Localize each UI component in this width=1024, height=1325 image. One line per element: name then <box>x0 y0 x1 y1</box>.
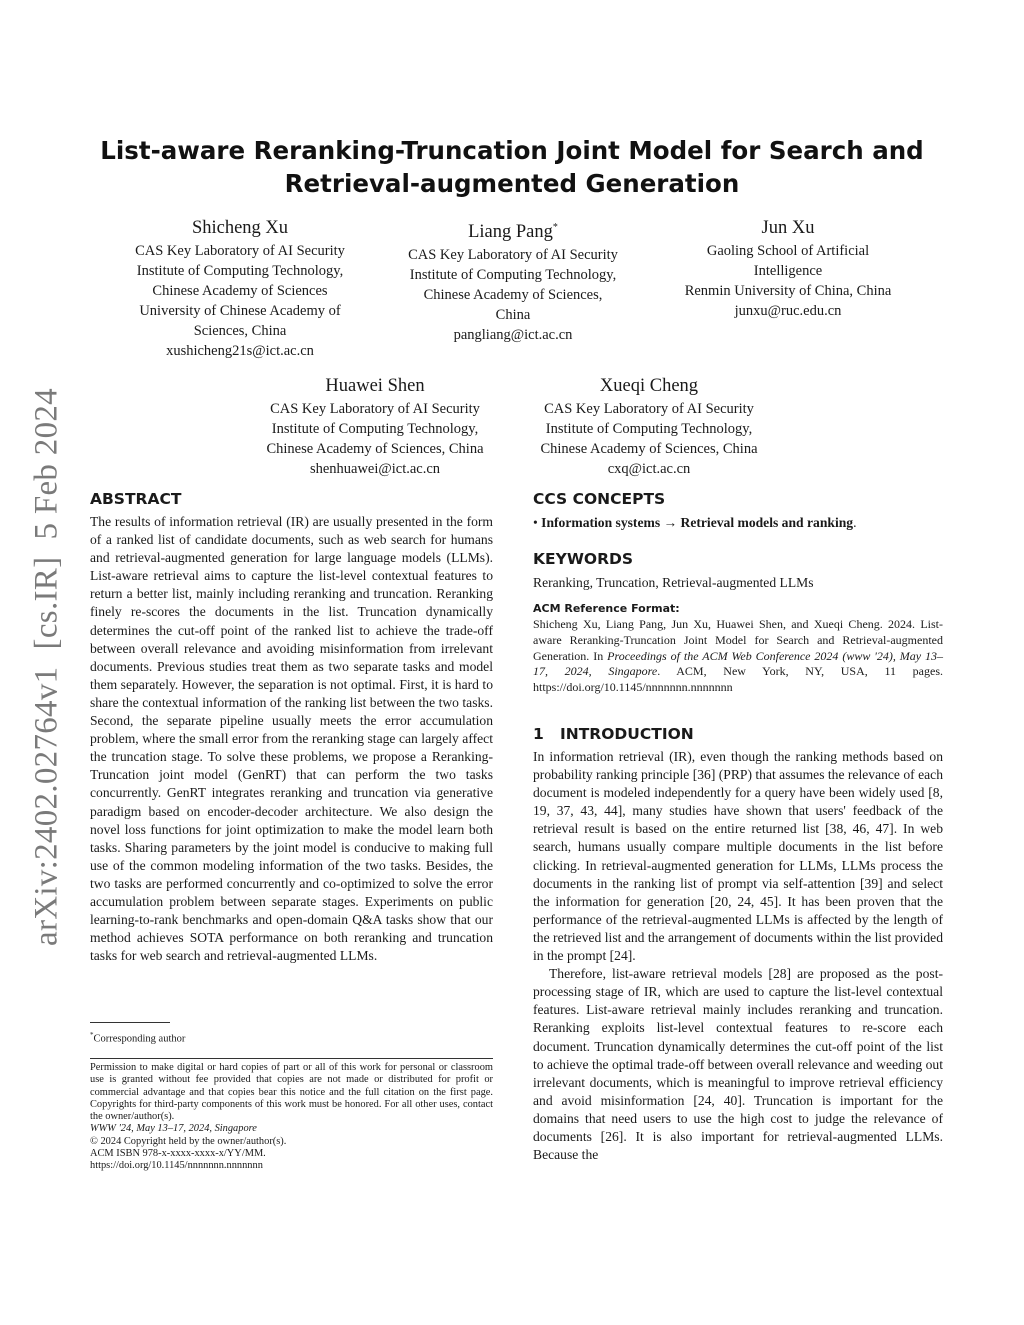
author-affiliation: China <box>495 307 531 324</box>
ccs-heading: CCS CONCEPTS <box>533 490 666 508</box>
author-affiliation: Chinese Academy of Sciences, China <box>540 441 758 457</box>
introduction-heading <box>533 724 694 744</box>
author-affiliation: University of Chinese Academy of <box>139 303 341 319</box>
author-name-text: Liang Pang <box>468 222 553 243</box>
author-affiliation: Gaoling School of Artificial <box>706 243 870 259</box>
author-affiliation: CAS Key Laboratory of AI Security <box>270 401 480 417</box>
ccs-concepts <box>533 514 943 532</box>
author-affiliation: CAS Key Laboratory of AI Security <box>135 243 345 259</box>
permission-divider <box>90 1058 493 1059</box>
author-email: junxu@ruc.edu.cn <box>734 303 842 319</box>
section-title: INTRODUCTION <box>560 725 694 743</box>
abstract-heading: ABSTRACT <box>90 490 182 508</box>
author-affiliation: Institute of Computing Technology, <box>136 263 344 279</box>
title-line-2: Retrieval-augmented Generation <box>284 169 740 198</box>
author-block-4 <box>235 374 515 479</box>
abstract-body <box>90 513 493 965</box>
author-name: Shicheng Xu <box>191 218 289 238</box>
bullet: • <box>533 515 538 530</box>
permission-text: Permission to make digital or hard copies of part or all of this work for personal or classroom use is granted without fee provided that copies are not made or distributed for profit or commercial advantage and that copies bear this notice and the full citation on the first page. Copyrights for third-party components of this work must be honored. For all other uses, contact the owner/author(s). <box>90 1062 493 1123</box>
corresponding-mark: * <box>552 222 558 233</box>
venue-line: WWW '24, May 13–17, 2024, Singapore <box>90 1123 257 1135</box>
author-block-5 <box>509 374 789 479</box>
acm-reference-proceedings: Proceedings of the ACM Web Conference 2024 (www '24), May 13–17, 2024, Singapore <box>533 648 943 679</box>
paper-title <box>90 134 934 200</box>
author-name <box>373 216 653 244</box>
arxiv-identifier: arXiv:2402.02764v1 [cs.IR] 5 Feb 2024 <box>28 388 65 946</box>
footnote-divider <box>90 1022 170 1023</box>
ccs-concept: Information systems → Retrieval models and ranking <box>541 515 854 530</box>
author-affiliation: CAS Key Laboratory of AI Security <box>408 247 618 264</box>
copyright-line: © 2024 Copyright held by the owner/author(s). <box>90 1135 287 1147</box>
author-affiliation: Institute of Computing Technology, <box>409 267 617 284</box>
footnote-text: Corresponding author <box>93 1033 186 1045</box>
author-affiliation: Chinese Academy of Sciences <box>152 283 328 299</box>
acm-reference-body <box>533 617 943 696</box>
keywords-list: Reranking, Truncation, Retrieval-augmented LLMs <box>533 575 814 590</box>
author-name: Xueqi Cheng <box>599 376 699 396</box>
author-affiliation: Chinese Academy of Sciences, <box>423 287 603 304</box>
arxiv-sidebar <box>26 380 68 955</box>
author-name: Jun Xu <box>761 218 815 238</box>
author-name: Huawei Shen <box>325 376 425 396</box>
author-affiliation: Sciences, China <box>193 323 287 339</box>
introduction-body <box>533 748 943 1164</box>
author-affiliation: CAS Key Laboratory of AI Security <box>544 401 754 417</box>
keywords-heading: KEYWORDS <box>533 550 634 568</box>
author-affiliation: Renmin University of China, China <box>684 283 892 299</box>
isbn-line: ACM ISBN 978-x-xxxx-xxxx-x/YY/MM. <box>90 1148 266 1160</box>
acm-reference-text: Shicheng Xu, Liang Pang, Jun Xu, Huawei Shen, and Xueqi Cheng. 2024. List-aware Reranking-Truncation Joint Model for Search and Retrieval-augmented Generation. In <box>533 617 943 663</box>
acm-reference-text-end: . ACM, New York, NY, USA, 11 pages. https://doi.org/10.1145/nnnnnnn.nnnnnnn <box>533 664 943 695</box>
doi-link[interactable]: https://doi.org/10.1145/nnnnnnn.nnnnnnn <box>90 1160 263 1172</box>
author-affiliation: Institute of Computing Technology, <box>271 421 479 437</box>
footnote-mark: * <box>90 1031 94 1039</box>
section-number: 1 <box>533 725 544 743</box>
author-block-3 <box>648 216 928 321</box>
author-block-2 <box>373 216 653 345</box>
ccs-period: . <box>853 515 857 530</box>
intro-paragraph-2: Therefore, list-aware retrieval models [28] are proposed as the post-processing stage of IR, which are used to capture the list-level contextual features. List-aware retrieval mainly includes reranking and truncation. Reranking exploits list-level contextual features to re-score each document. Truncation dynamically determines the cut-off point of the list to achieve the optimal trade-off between overall relevance and weeding out irrelevant documents, which is meaningful to improve retrieval efficiency and avoid misinformation [24, 40]. Truncation is important for the domains that need users to use the high cost to judge the relevance of documents [26]. It is also important for retrieval-augmented LLMs. Because the <box>533 966 943 1163</box>
author-block-1 <box>100 216 380 361</box>
author-email: xushicheng21s@ict.ac.cn <box>166 343 314 359</box>
author-email: pangliang@ict.ac.cn <box>453 327 573 344</box>
author-affiliation: Intelligence <box>753 263 823 279</box>
author-affiliation: Chinese Academy of Sciences, China <box>266 441 484 457</box>
author-affiliation: Institute of Computing Technology, <box>545 421 753 437</box>
intro-paragraph-1: In information retrieval (IR), even though the ranking methods based on probability ranking principle [36] (PRP) that assumes the relevance of each document is modeled independently for a query have been widely used [8, 19, 37, 43, 44], many studies have shown that users' feedback of the retrieval result is based on the entire returned list [38, 46, 47]. In web search, humans usually compare multiple documents in the list before clicking. In retrieval-augmented generation for LLMs, LLMs process the documents in the ranking list of prompt via self-attention [39] and select the information for generation [20, 24, 45]. It has been proven that the performance of the retrieval-augmented LLMs is affected by the length of the retrieved list and the arrangement of documents within the list provided in the prompt [24]. <box>533 749 943 964</box>
author-email: shenhuawei@ict.ac.cn <box>309 461 441 477</box>
permission-block <box>90 1062 493 1173</box>
title-line-1: List-aware Reranking-Truncation Joint Model for Search and <box>100 136 924 165</box>
acm-reference-heading: ACM Reference Format: <box>533 602 680 615</box>
author-email: cxq@ict.ac.cn <box>607 461 691 477</box>
abstract-paragraph: The results of information retrieval (IR) are usually presented in the form of a ranked list of candidate documents, such as web search for humans and retrieval-augmented generation for large language models (LLMs). List-aware retrieval aims to capture the list-level contextual features to return a better list, mainly including reranking and truncation. Reranking finely re-scores the documents in the list. Truncation dynamically determines the cut-off point of the ranked list to achieve the trade-off between overall relevance and avoiding misinformation from irrelevant documents. Previous studies treat them as two separate tasks and model them separately. However, the separation is not optimal. First, it is hard to share the contextual information of the ranking list between the two tasks. Second, the separate pipeline usually meets the error accumulation problem, where the small error from the reranking stage can largely affect the truncation stage. To solve these problems, we propose a Reranking-Truncation joint model (GenRT) that can perform the two tasks concurrently. GenRT integrates reranking and truncation via generative paradigm based on encoder-decoder architecture. We also design the novel loss functions for joint optimization to make the model learn both tasks. Sharing parameters by the joint model is conducive to making full use of the common modeling information of the two tasks. Besides, the two tasks are performed concurrently and co-optimized to solve the error accumulation problem between separate stages. Experiments on public learning-to-rank benchmarks and open-domain Q&A tasks show that our method achieves SOTA performance on both reranking and truncation tasks for web search and retrieval-augmented LLMs. <box>90 514 493 964</box>
footnote <box>90 1028 185 1047</box>
